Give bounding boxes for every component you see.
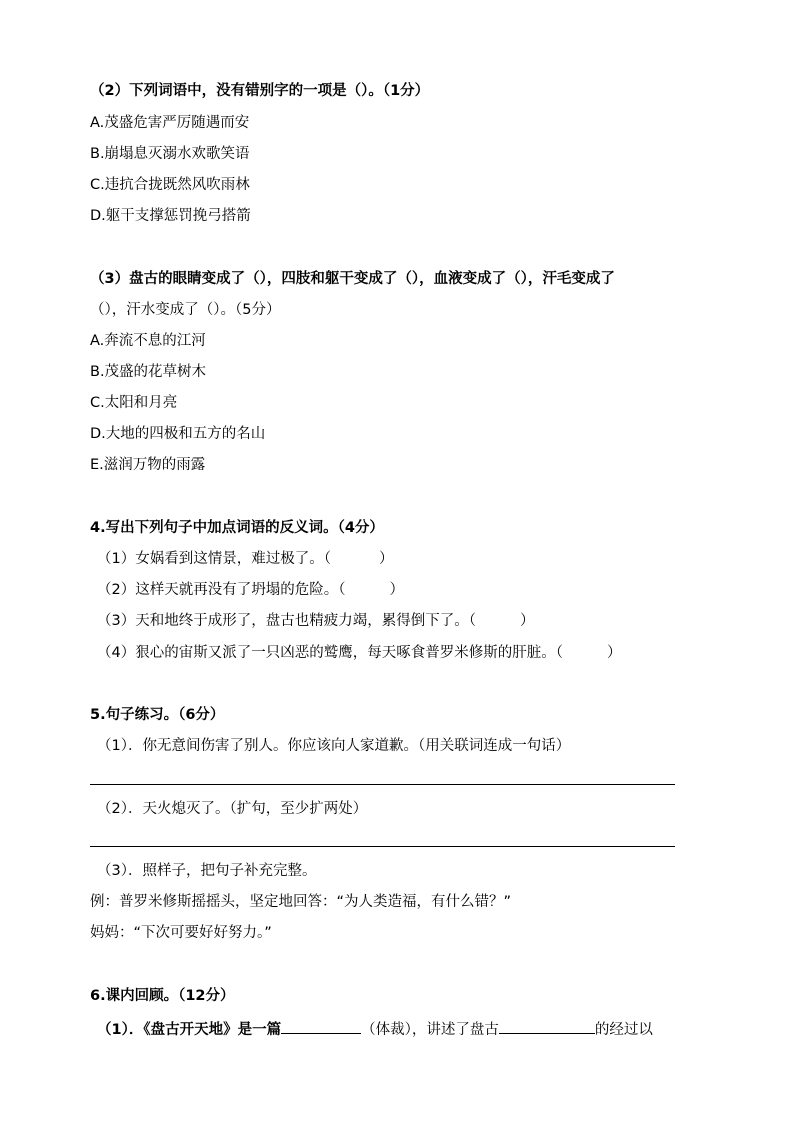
q4-title: 4.写出下列句子中加点词语的反义词。（4分） [90, 520, 384, 536]
q4-item-3 [97, 611, 534, 631]
q4-item-4-text: （4）狠心的宙斯又派了一只凶恶的鹫鹰，每天啄食普罗米修斯的肝脏。（ [97, 645, 563, 661]
q4-item-2-close: ） [389, 582, 404, 598]
q6-item-1 [97, 1017, 653, 1040]
q2-option-c: C.违抗合拢既然风吹雨林 [90, 177, 250, 193]
q2-stem: （2）下列词语中，没有错别字的一项是（）。（1分） [90, 83, 430, 99]
q3-option-e: E.滋润万物的雨露 [90, 457, 206, 473]
q4-item-2 [97, 580, 404, 600]
q5-item-3: （3）．照样子，把句子补充完整。 [97, 863, 317, 879]
q4-item-4 [97, 643, 621, 663]
q3-stem-line1-text: （3）盘古的眼睛变成了（），四肢和躯干变成了（），血液变成了（），汗毛变成了 [90, 271, 615, 287]
q4-item-3-close: ） [519, 613, 535, 629]
q3-stem-line1 [90, 269, 615, 289]
q5-title: 5.句子练习。（6分） [90, 707, 225, 723]
q3-option-d: D.大地的四极和五方的名山 [90, 426, 266, 442]
q3-option-c: C.太阳和月亮 [90, 395, 178, 411]
q5-answer-line-1[interactable] [90, 784, 675, 785]
q3-stem-line2: （），汗水变成了（）。（5分） [90, 302, 281, 318]
q4-item-3-text: （3）天和地终于成形了，盘古也精疲力竭，累得倒下了。（ [97, 613, 476, 629]
q6-item-1-part-a: （1）．《盘古开天地》是一篇 [97, 1022, 282, 1038]
q2-option-b: B.崩塌息灭溺水欢歌笑语 [90, 146, 250, 162]
q4-item-1-close: ） [378, 551, 394, 567]
q6-blank-event[interactable] [499, 1017, 595, 1034]
q6-title: 6.课内回顾。（12分） [90, 988, 235, 1004]
q4-item-1 [97, 549, 393, 569]
q6-item-1-part-b: （体裁），讲述了盘古 [361, 1022, 499, 1038]
q5-item-1: （1）．你无意间伤害了别人。你应该向人家道歉。（用关联词连成一句话） [97, 738, 571, 754]
q2-option-d: D.躯干支撑惩罚挽弓搭箭 [90, 208, 251, 224]
q5-item-2: （2）．天火熄灭了。（扩句，至少扩两处） [97, 801, 368, 817]
q5-prompt: 妈妈：“下次可要好好努力。” [90, 925, 272, 941]
q3-option-b: B.茂盛的花草树木 [90, 364, 207, 380]
q2-option-a: A.茂盛危害严厉随遇而安 [90, 115, 250, 131]
q5-answer-line-2[interactable] [90, 846, 675, 847]
q6-blank-genre[interactable] [281, 1017, 361, 1034]
q4-item-2-text: （2）这样天就再没有了坍塌的危险。（ [97, 582, 346, 598]
q5-example: 例：普罗米修斯摇摇头，坚定地回答：“为人类造福，有什么错？” [90, 894, 512, 910]
q4-item-4-close: ） [606, 645, 622, 661]
q6-item-1-part-c: 的经过以 [594, 1022, 653, 1038]
q3-option-a: A.奔流不息的江河 [90, 333, 206, 349]
q4-item-1-text: （1）女娲看到这情景，难过极了。（ [97, 551, 331, 567]
